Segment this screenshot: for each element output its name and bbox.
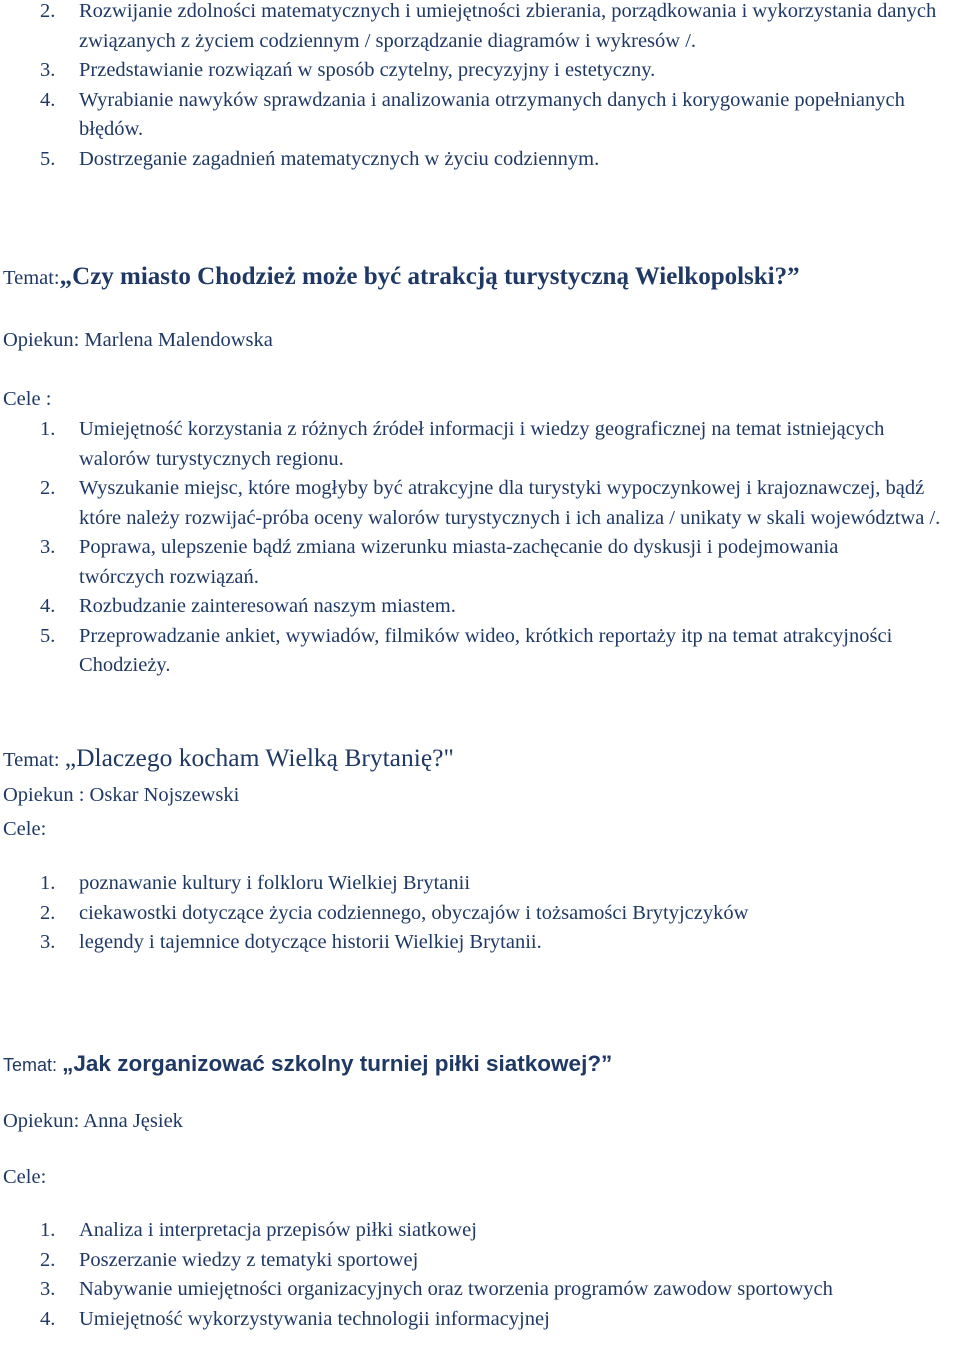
list-item-text: Przedstawianie rozwiązań w sposób czytelny, precyzyjny i estetyczny. [79, 59, 656, 81]
section2-opiekun: Opiekun : Oskar Nojszewski [3, 784, 240, 806]
list-item: 1. Analiza i interpretacja przepisów piłki siatkowej [40, 1219, 477, 1241]
section3-goals-list [0, 1216, 960, 1334]
list-item-text: Przeprowadzanie ankiet, wywiadów, filmików wideo, krótkich reportaży itp na temat atrakcyjności Chodzieży. [79, 624, 893, 676]
list-item: 5. Dostrzeganie zagadnień matematycznych w życiu codziennym. [40, 147, 600, 170]
list-item: 2. Wyszukanie miejsc, które mogłyby być atrakcyjne dla turystyki wypoczynkowej i krajoznawczej, bądź które należy rozwijać-próba oceny walorów turystycznych i ich analiza / unikaty w skali województwa /. [40, 477, 941, 529]
section3-opiekun: Opiekun: Anna Jęsiek [3, 1110, 183, 1132]
list-item: 2. Rozwijanie zdolności matematycznych i umiejętności zbierania, porządkowania i wykorzystania danych związanych z życiem codziennym / sporządzanie diagramów i wykresów /. [40, 0, 937, 52]
list-item: 2. ciekawostki dotyczące życia codziennego, obyczajów i tożsamości Brytyjczyków [40, 901, 749, 924]
list-item-text: Poprawa, ulepszenie bądź zmiana wizerunku miasta-zachęcanie do dyskusji i podejmowania twórczych rozwiązań. [79, 536, 839, 588]
section1-cele-label: Cele : [3, 388, 52, 410]
list-item-text: Rozbudzanie zainteresowań naszym miastem. [79, 595, 456, 617]
section1-opiekun: Opiekun: Marlena Malendowska [3, 329, 273, 351]
list-item: 3. Przedstawianie rozwiązań w sposób czytelny, precyzyjny i estetyczny. [40, 59, 656, 81]
section1-heading [0, 262, 960, 294]
list-item: 1. Umiejętność korzystania z różnych źródeł informacji i wiedzy geograficznej na temat istniejących walorów turystycznych regionu. [40, 418, 885, 470]
list-item: 1. poznawanie kultury i folkloru Wielkiej Brytanii [40, 872, 471, 894]
list-item-text: Nabywanie umiejętności organizacyjnych oraz tworzenia programów zawodow sportowych [79, 1278, 833, 1300]
list-item: 2. Poszerzanie wiedzy z tematyki sportowej [40, 1248, 419, 1271]
list-item: 4. Wyrabianie nawyków sprawdzania i analizowania otrzymanych danych i korygowanie popełnianych błędów. [40, 88, 905, 140]
list-item-text: Umiejętność wykorzystywania technologii informacyjnej [79, 1307, 550, 1330]
list-item: 5. Przeprowadzanie ankiet, wywiadów, filmików wideo, krótkich reportaży itp na temat atrakcyjności Chodzieży. [40, 624, 893, 676]
list-item-text: Poszerzanie wiedzy z tematyki sportowej [79, 1248, 419, 1271]
list-item-text: Analiza i interpretacja przepisów piłki siatkowej [79, 1219, 477, 1241]
list-item-text: Wyrabianie nawyków sprawdzania i analizowania otrzymanych danych i korygowanie popełnianych błędów. [79, 88, 905, 140]
temat-label: Temat: [3, 1055, 58, 1075]
list-item: 4. Umiejętność wykorzystywania technologii informacyjnej [40, 1307, 550, 1330]
list-item-text: Wyszukanie miejsc, które mogłyby być atrakcyjne dla turystyki wypoczynkowej i krajoznawczej, bądź które należy rozwijać-próba oceny walorów turystycznych i ich analiza / unikaty w skali województwa /. [79, 477, 941, 529]
intro-goals-list [0, 0, 960, 174]
temat-label: Temat: [3, 749, 60, 771]
list-item: 3. Nabywanie umiejętności organizacyjnych oraz tworzenia programów zawodow sportowych [40, 1278, 833, 1300]
section2-goals-list [0, 869, 960, 958]
section2-title: „Dlaczego kocham Wielką Brytanię?" [64, 743, 454, 772]
section3-heading [0, 1049, 960, 1081]
section2-cele-label: Cele: [3, 818, 47, 840]
section1-goals-list [0, 415, 960, 681]
list-item: 3. legendy i tajemnice dotyczące historii Wielkiej Brytanii. [40, 931, 542, 953]
list-item: 3. Poprawa, ulepszenie bądź zmiana wizerunku miasta-zachęcanie do dyskusji i podejmowania twórczych rozwiązań. [40, 536, 839, 588]
list-item-text: poznawanie kultury i folkloru Wielkiej Brytanii [79, 872, 471, 894]
list-item-text: Dostrzeganie zagadnień matematycznych w życiu codziennym. [79, 147, 600, 170]
temat-label: Temat: [3, 267, 60, 289]
section3-cele-label: Cele: [3, 1166, 47, 1188]
list-item-text: Umiejętność korzystania z różnych źródeł informacji i wiedzy geograficznej na temat istniejących walorów turystycznych regionu. [79, 418, 885, 470]
list-item-text: ciekawostki dotyczące życia codziennego, obyczajów i tożsamości Brytyjczyków [79, 901, 749, 924]
section1-title: „Czy miasto Chodzież może być atrakcją turystyczną Wielkopolski?” [59, 263, 800, 290]
list-item-text: Rozwijanie zdolności matematycznych i umiejętności zbierania, porządkowania i wykorzystania danych związanych z życiem codziennym / sporządzanie diagramów i wykresów /. [79, 0, 937, 52]
section3-title: „Jak zorganizować szkolny turniej piłki siatkowej?” [62, 1051, 613, 1076]
section2-heading [0, 743, 960, 776]
list-item-text: legendy i tajemnice dotyczące historii Wielkiej Brytanii. [79, 931, 542, 953]
list-item: 4. Rozbudzanie zainteresowań naszym miastem. [40, 595, 456, 617]
